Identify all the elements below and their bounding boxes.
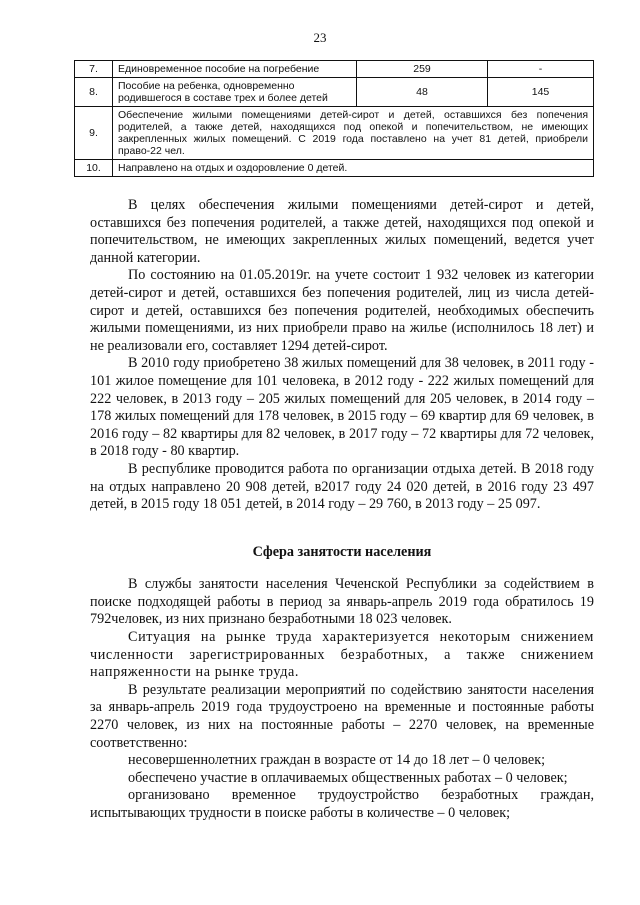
section-title: Сфера занятости населения	[252, 543, 432, 560]
paragraph: В республике проводится работа по организации отдыха детей. В 2018 году на отдых направлено 20 908 детей, в2017 году 24 020 детей, в 2016 году 23 497 детей, в 2015 году 18 051 детей, в 2014 году – 29 760, в 2013 году – 25 097.	[90, 460, 594, 513]
paragraph: Ситуация на рынке труда характеризуется некоторым снижением численности зарегистрированных безработных, а также снижением напряженности на рынке труда.	[90, 629, 594, 681]
row-number: 8.	[75, 78, 113, 107]
row-number: 9.	[75, 107, 113, 160]
paragraph: В службы занятости населения Чеченской Республики за содействием в поиске подходящей работы в период за январь-апрель 2019 года обратилось 19 792человек, из них признано безработными 18 023 человек.	[90, 576, 594, 628]
row-number: 10.	[75, 160, 113, 177]
paragraph: В результате реализации мероприятий по содействию занятости населения за январь-апрель 2019 года трудоустроено на временные и постоянные работы 2270 человек, из них на постоянные работы – 2270 человек, на временные соответственно:	[90, 681, 594, 751]
row-value: 48	[357, 78, 488, 107]
row-value: 259	[357, 61, 488, 78]
row-number: 7.	[75, 61, 113, 78]
table-row	[75, 61, 594, 78]
list-item: обеспечено участие в оплачиваемых общественных работах – 0 человек;	[128, 769, 568, 786]
table-row	[75, 160, 594, 177]
benefits-table	[74, 60, 594, 177]
list-item: организовано временное трудоустройство безработных граждан, испытывающих трудности в поиске работы в количестве – 0 человек;	[90, 787, 594, 821]
row-description: Направлено на отдых и оздоровление 0 детей.	[113, 160, 594, 177]
row-description: Единовременное пособие на погребение	[113, 61, 357, 78]
document-body	[90, 197, 594, 823]
row-description: Пособие на ребенка, одновременно родившегося в составе трех и более детей	[113, 78, 357, 107]
row-value: 145	[488, 78, 594, 107]
table-row	[75, 107, 594, 160]
paragraph: В целях обеспечения жилыми помещениями детей-сирот и детей, оставшихся без попечения родителей, а также детей, находящихся под опекой и попечительством, не имеющих закрепленных жилых помещений, ведется учет данной категории.	[90, 197, 594, 266]
paragraph: По состоянию на 01.05.2019г. на учете состоит 1 932 человек из категории детей-сирот и детей, оставшихся без попечения родителей, лиц из числа детей-сирот и детей, оставшихся без попечения родителей, необходимых обеспечить жилыми помещениями, из них приобрели право на жилье (исполнилось 18 лет) и не реализовали его, составляет 1294 детей-сирот.	[90, 267, 594, 354]
page-number: 23	[313, 30, 327, 45]
paragraph: В 2010 году приобретено 38 жилых помещений для 38 человек, в 2011 году - 101 жилое помещение для 101 человека, в 2012 году - 222 жилых помещений для 222 человек, в 2013 году – 205 жилых помещений для 205 человек, в 2014 году – 178 жилых помещений для 178 человек, в 2015 году – 69 квартир для 69 человек, в 2016 году – 82 квартиры для 82 человек, в 2017 году – 72 квартиры для 72 человек, в 2018 году - 80 квартир.	[90, 355, 594, 460]
table-row	[75, 78, 594, 107]
row-description: Обеспечение жилыми помещениями детей-сирот и детей, оставшихся без попечения родителей, а также детей, находящихся под опекой и попечительством, не имеющих закрепленных жилых помещений. С 2019 года поставлено на учет 81 детей, приобрели право-22 чел.	[113, 107, 594, 160]
row-value: -	[488, 61, 594, 78]
list-item: несовершеннолетних граждан в возрасте от 14 до 18 лет – 0 человек;	[128, 752, 546, 769]
